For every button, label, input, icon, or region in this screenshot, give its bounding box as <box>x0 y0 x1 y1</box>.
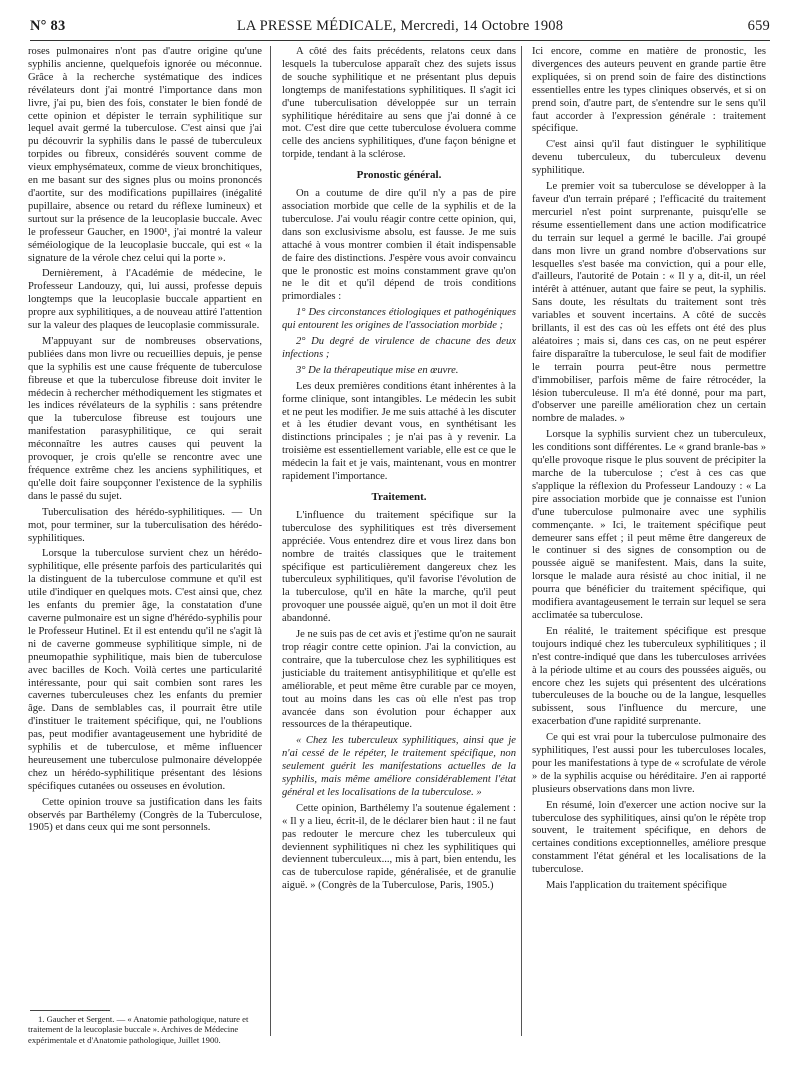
paragraph: On a coutume de dire qu'il n'y a pas de pire association morbide que celle de la syphilis et de la tuberculose. J'ai voulu réagir contre cette opinion, qui, dans son exclusivisme absolu, est fausse. Je me suis attaché à vous montrer combien il était indispensable de faire des distinctions. J'espère vous avoir convaincu que le pronostic est moins constamment grave qu'on ne le dit et qu'il dépend de trois conditions primordiales : <box>282 188 516 303</box>
page-header <box>30 18 770 40</box>
paragraph: Cette opinion trouve sa justification dans les faits observés par Barthélemy (Congrès de la Tuberculose, 1905) et dans ceux qui me sont personnels. <box>28 796 262 834</box>
paragraph: Lorsque la syphilis survient chez un tuberculeux, les conditions sont différentes. Le « grand branle-bas » qu'elle provoque risque le plus souvent de précipiter la marche de la tuberculose ; c'est à ces cas que s'applique la réflexion du Professeur Landouzy : « La pire association morbide que je connaisse est l'union d'une tuberculose pulmonaire avec une syphilis commençante. » Ici, le traitement spécifique peut demeurer sans effet ; il peut même être dangereux de le continuer si des signes de consomption ou de poussée aiguë se manifestent. Mais, dans la suite, lorsque le malade aura résisté au choc initial, il ne pourra que bénéficier du traitement spécifique, qui modifiera avantageusement le terrain sur lequel se sera acclimatée sa tuberculose. <box>532 429 766 621</box>
paragraph: Je ne suis pas de cet avis et j'estime qu'on ne saurait trop réagir contre cette opinion. J'ai la conviction, au contraire, que la tuberculose chez les syphilitiques est justiciable du traitement antisyphilitique et qu'elle est améliorable, et peut même être curable par ce moyen, tout au moins dans les cas où elle n'est pas trop avancée dans son évolution pour échapper aux ressources de la thérapeutique. <box>282 629 516 731</box>
paragraph: C'est ainsi qu'il faut distinguer le syphilitique devenu tuberculeux, du tuberculeux devenu syphilitique. <box>532 139 766 177</box>
paragraph: roses pulmonaires n'ont pas d'autre origine qu'une syphilis ancienne, quelquefois ignorée ou méconnue. Grâce à la recherche systématique des indices révélateurs dont j'ai montré l'importance dans mon livre, j'ai pu, bien des fois, constater le bien fondé de cette opinion et dépister le terrain syphilitique sur lequel avait germé la tuberculose. C'est ainsi que j'ai pu découvrir la syphilis dans le passé de tuberculeux torpides ou fibreux, considérés souvent comme de vieux emphysémateux, comme de vieux bronchitiques, en me basant sur des signes plus ou moins prononcés d'aortite, sur des modifications pupillaires (inégalité pupillaire, absence ou retard du réflexe lumineux) et surtout sur la présence de la leucoplasie buccale. Avec le professeur Gaucher, en 1900¹, j'ai montré la valeur séméiologique de la leucoplasie buccale, qui est « la signature de la vérole chez celui qui la porte ». <box>28 46 262 264</box>
paragraph: M'appuyant sur de nombreuses observations, publiées dans mon livre ou recueillies depuis, je pense que la syphilis est une cause fréquente de tuberculose fibreuse et que la tuberculose fibreuse doit inviter le médecin à rechercher méthodiquement les stigmates et les indices révélateurs de la syphilis : sans prétendre que la tuberculose fibreuse est toujours une manifestation parasyphilitique, ce qui serait méconnaître les autres causes qui peuvent la provoquer, je crois qu'elle se rencontre avec une fréquence extrême chez les anciens syphilitiques, et qu'elle doit faire soupçonner l'existence de la syphilis dans le passé du sujet. <box>28 335 262 502</box>
section-heading: Traitement. <box>371 491 427 503</box>
paragraph: Lorsque la tuberculose survient chez un hérédo-syphilitique, elle présente parfois des particularités qui la distinguent de la tuberculose commune et qu'il est utile d'indiquer en quelques mots. C'est ainsi que, chez les enfants du premier âge, la constatation d'une caverne pulmonaire est un signe d'hérédo-syphilis pour le Professeur Hutinel. Et il est entendu qu'il ne s'agit là ni de caverne gommeuse syphilitique simple, ni de pneumopathie syphilitique, mais bien de tuberculose avec bacilles de Koch. Voilà certes une particularité intéressante, pour qui sait combien sont rares les cavernes tuberculeuses chez les enfants du premier âge. Dans de semblables cas, il pourrait être utile d'instituer le traitement spécifique, qui, ne l'oublions pas, peut modifier avantageusement une hybridité de syphilis et de tuberculose, et même influencer heureusement une tuberculose pulmonaire développée chez un hérédo-syphilitique présentant des lésions spécifiques cutanées ou osseuses en évolution. <box>28 548 262 792</box>
paragraph: Ce qui est vrai pour la tuberculose pulmonaire des syphilitiques, l'est aussi pour les tuberculoses locales, pour les manifestations à type de « scrofulate de vérole » de la syphilis acquise ou héréditaire. J'en ai rapporté plusieurs observations dans mon livre. <box>532 732 766 795</box>
issue-number: N° 83 <box>30 18 66 34</box>
paragraph: Les deux premières conditions étant inhérentes à la forme clinique, sont intangibles. Le médecin les subit et ne peut les modifier. Je me suis attaché à les discuter et à les étudier devant vous, en synthétisant les distinctions principales ; je n'ai pas à y revenir. La troisième est essentiellement variable, elle est ce que le médecin la fait et je vais, maintenant, vous en montrer rapidement l'importance. <box>282 380 516 483</box>
list-item: 1° Des circonstances étiologiques et pathogéniques qui entourent les origines de l'association morbide ; <box>282 307 516 332</box>
paragraph: Le premier voit sa tuberculose se développer à la faveur d'un terrain préparé ; l'efficacité du traitement mercuriel n'est point surprenante, puisqu'elle se résume essentiellement dans une action modificatrice du terrain sur lequel a germé le bacille. J'ai groupé dans mon livre un grand nombre d'observations sur lesquelles s'est basée ma conviction, qui a pour elle, d'ailleurs, l'autorité de Potain : « Il y a, dit-il, un réel intérêt à atténuer, autant que faire se peut, la syphilis. Sans doute, les résultats du traitement sont très variables et souvent incertains. A côté de succès brillants, il est des cas où les effets ont été des plus aléatoires ; mais si, dans ces cas, on ne peut espérer faire disparaître la tuberculose, le seul fait de modifier le terrain pourra peut-être nous permettre d'immobiliser, parfois même de faire rétrocéder, la lésion tuberculeuse. Il m'a été donné, pour ma part, d'observer une pareille amélioration chez un certain nombre de malades. » <box>532 181 766 425</box>
column-divider <box>521 46 522 1036</box>
journal-title: LA PRESSE MÉDICALE, Mercredi, 14 Octobre 1908 <box>236 18 564 34</box>
footnote <box>28 1014 262 1045</box>
paragraph: Tuberculisation des hérédo-syphilitiques. — Un mot, pour terminer, sur la tuberculisation des hérédo-syphilitiques. <box>28 506 262 544</box>
paragraph: L'influence du traitement spécifique sur la tuberculose des syphilitiques est très diversement appréciée. Vous entendrez dire et vous lirez dans bon nombre de traités classiques que le traitement spécifique est particulièrement dangereux chez les tuberculeux syphilitiques, qu'il favorise l'évolution de la tuberculose, qu'il en hâte la marche, qu'il peut provoquer une poussée aiguë, qu'en un mot il doit être abandonné. <box>282 509 516 625</box>
footnote-rule <box>30 1010 110 1011</box>
paragraph: Dernièrement, à l'Académie de médecine, le Professeur Landouzy, qui, lui aussi, professe depuis longtemps que la leucoplasie buccale appartient en propre aux syphilitiques, a de nouveau attiré l'attention sur la valeur des plaques de leucoplasie commissurale. <box>28 268 262 332</box>
list-item: 3° De la thérapeutique mise en œuvre. <box>296 364 459 376</box>
column-3 <box>532 46 766 896</box>
section-heading: Pronostic général. <box>356 169 442 182</box>
paragraph: En réalité, le traitement spécifique est presque toujours indiqué chez les tuberculeux syphilitiques ; il n'est contre-indiqué que dans les tuberculoses arrivées à la période ultime et au cours des poussées aiguës, ou encore chez les sujets qui présentent des ulcérations tuberculeuses de la bouche ou de la langue, lesquelles subissent, sous l'influence du mercure, une exacerbation d'une rapidité surprenante. <box>532 625 766 728</box>
quote: « Chez les tuberculeux syphilitiques, ainsi que je n'ai cessé de le répéter, le traitement spécifique, non seulement guérit les manifestations actuelles de la syphilis, mais même améliore considérablement l'état général et les localisations de la tuberculose. » <box>282 735 516 798</box>
column-1 <box>28 46 262 838</box>
column-divider <box>270 46 271 1036</box>
page-number: 659 <box>747 18 770 34</box>
paragraph: Ici encore, comme en matière de pronostic, les divergences des auteurs peuvent en grande partie être expliquées, si on prend soin de faire des distinctions essentielles entre les types cliniques observés, et si on prend soin, d'autre part, de s'entendre sur le sens qu'il faut accorder à l'expression générale : traitement spécifique. <box>532 46 766 135</box>
footnote-text: 1. Gaucher et Sergent. — « Anatomie pathologique, nature et traitement de la leucoplasie buccale ». Archives de Médecine expérimentale et d'Anatomie pathologique, Juillet 1900. <box>28 1014 249 1045</box>
paragraph: Mais l'application du traitement spécifique <box>546 880 727 892</box>
column-2 <box>282 46 516 896</box>
paragraph: Cette opinion, Barthélemy l'a soutenue également : « Il y a lieu, écrit-il, de le déclarer bien haut : il ne faut pas redouter le mercure chez les tuberculeux qui deviennent syphilitiques ni chez les syphilitiques qui deviennent tuberculeux..., mis à part, bien entendu, les cas de tuberculose rapide, généralisée, et de granulie aiguë. » (Congrès de la Tuberculose, Paris, 1905.) <box>282 802 516 892</box>
header-rule <box>30 40 770 41</box>
paragraph: En résumé, loin d'exercer une action nocive sur la tuberculose des syphilitiques, ainsi qu'on le répète trop souvent, le traitement spécifique, en dehors de certaines conditions exceptionnelles, améliore presque constamment l'état général et les localisations de la tuberculose. <box>532 799 766 876</box>
list-item: 2° Du degré de virulence de chacune des deux infections ; <box>282 336 516 360</box>
paragraph: A côté des faits précédents, relatons ceux dans lesquels la tuberculose apparaît chez des sujets issus de souche syphilitique et ne présentant plus depuis longtemps de manifestations syphilitiques. Il s'agit ici d'une tuberculisation développée sur un terrain syphilitique héréditaire au sens que j'ai donné à ce mot. C'est dire que cette tuberculose évoluera comme celle des anciens syphilitiques, d'une façon bénigne et torpide, tendant à la sclérose. <box>282 46 516 161</box>
